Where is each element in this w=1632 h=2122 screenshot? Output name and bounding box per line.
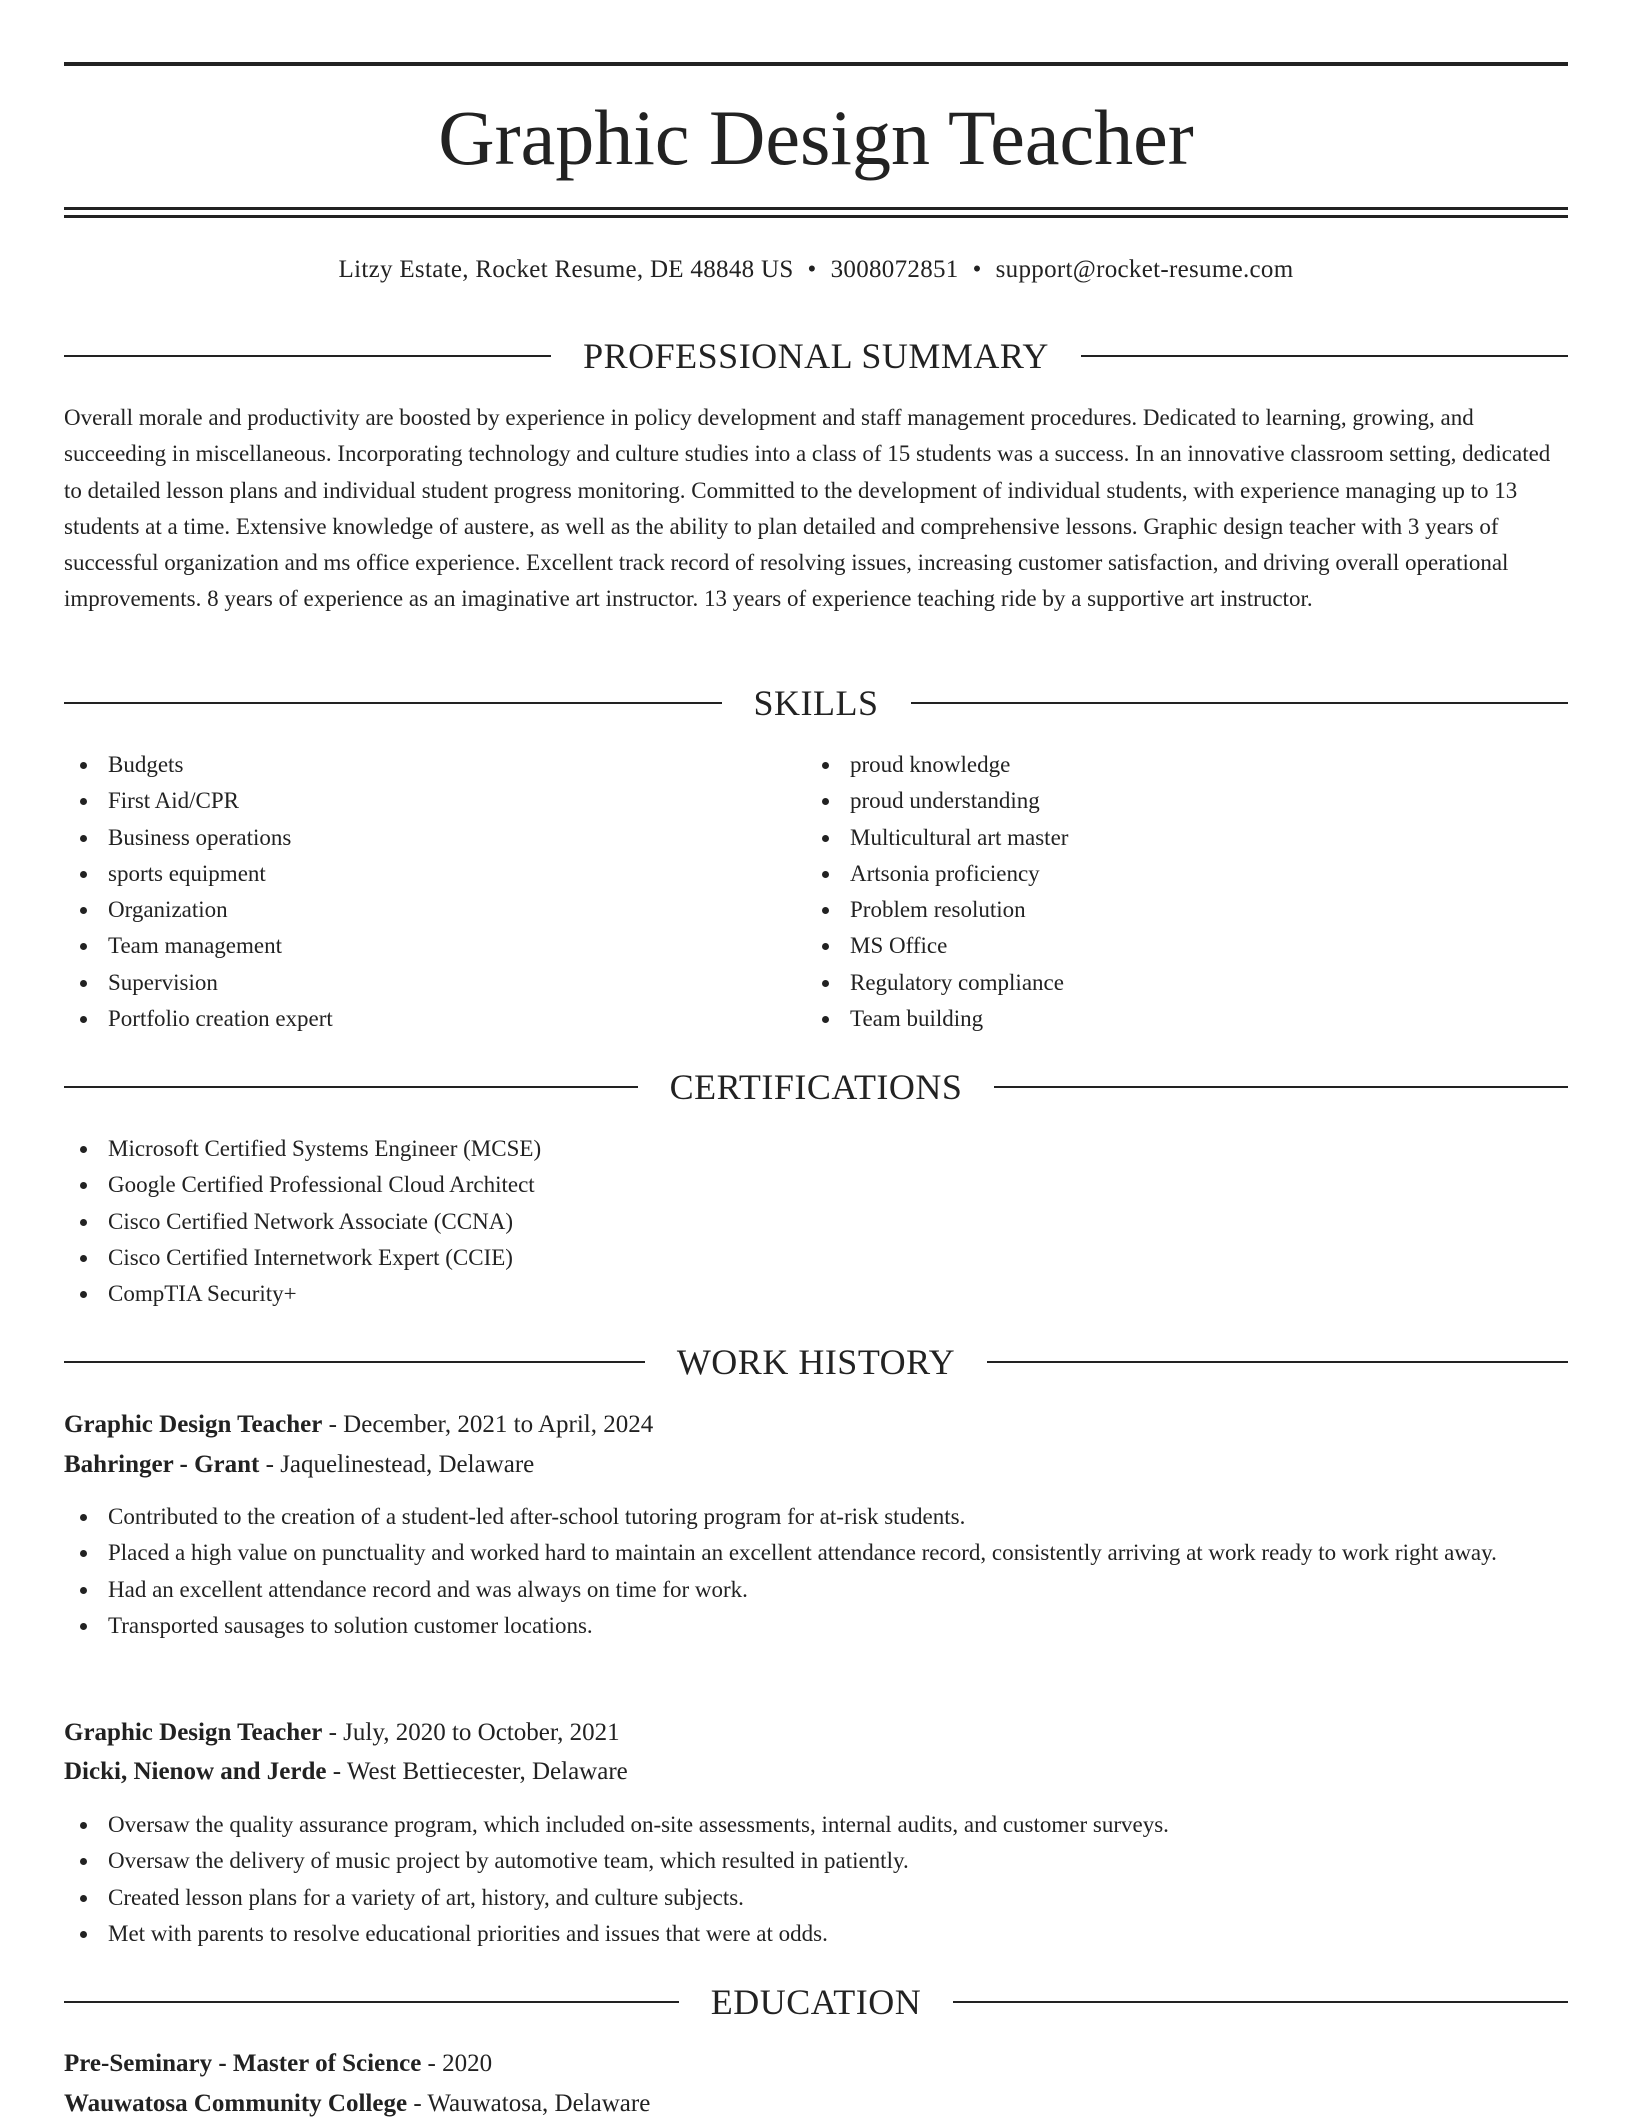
- education-degree-line: [64, 2046, 1568, 2082]
- job-bullet: Placed a high value on punctuality and worked hard to maintain an excellent attendance record, consistently arriving at work ready to work right away.: [64, 1535, 1568, 1571]
- education-school: Wauwatosa Community College: [64, 2090, 408, 2117]
- section-rule: [64, 702, 722, 704]
- skill-item: proud understanding: [806, 783, 1506, 819]
- section-title: WORK HISTORY: [676, 1342, 956, 1382]
- section-header-skills: [64, 681, 1568, 725]
- section-rule: [1081, 355, 1568, 357]
- job-title: Graphic Design Teacher: [64, 1411, 323, 1438]
- job-bullet: Created lesson plans for a variety of art, history, and culture subjects.: [64, 1880, 1568, 1916]
- job-company-line: [64, 1447, 1568, 1483]
- section-rule: [64, 1361, 645, 1363]
- contact-separator: •: [972, 256, 982, 283]
- skill-item: Business operations: [64, 820, 764, 856]
- section-header-certifications: [64, 1065, 1568, 1109]
- summary-text: Overall morale and productivity are boosted by experience in policy development and staff management procedures. Dedicated to learning, growing, and succeeding in miscellaneous. Incorporating technology and culture studies into a class of 15 students was a success. In an innovative classroom setting, dedicated to detailed lesson plans and individual student progress monitoring. Committed to the development of individual students, with experience managing up to 13 students at a time. Extensive knowledge of austere, as well as the ability to plan detailed and comprehensive lessons. Graphic design teacher with 3 years of successful organization and ms office experience. Excellent track record of resolving issues, increasing customer satisfaction, and driving overall operational improvements. 8 years of experience as an imaginative art instructor. 13 years of experience teaching ride by a supportive art instructor.: [64, 405, 1551, 612]
- job-company: Dicki, Nienow and Jerde: [64, 1758, 327, 1785]
- job-bullets: [64, 1499, 1568, 1644]
- skill-item: Team management: [64, 928, 764, 964]
- certification-item: Cisco Certified Internetwork Expert (CCIE): [64, 1240, 1364, 1276]
- job-bullet: Transported sausages to solution customer locations.: [64, 1608, 1568, 1644]
- job-bullet: Contributed to the creation of a student-led after-school tutoring program for at-risk students.: [64, 1499, 1568, 1535]
- education-school-line: [64, 2086, 1568, 2122]
- contact-separator: •: [807, 256, 817, 283]
- skills-list-left: [64, 747, 764, 1037]
- job-company: Bahringer - Grant: [64, 1451, 260, 1478]
- job-title: Graphic Design Teacher: [64, 1719, 323, 1746]
- skill-item: Budgets: [64, 747, 764, 783]
- skill-item: Regulatory compliance: [806, 965, 1506, 1001]
- certification-item: Google Certified Professional Cloud Architect: [64, 1167, 1364, 1203]
- section-rule: [64, 355, 551, 357]
- section-rule: [987, 1361, 1568, 1363]
- job-bullet: Had an excellent attendance record and was always on time for work.: [64, 1572, 1568, 1608]
- job-bullet: Oversaw the delivery of music project by automotive team, which resulted in patiently.: [64, 1843, 1568, 1879]
- top-rule: [64, 62, 1568, 66]
- education-location: - Wauwatosa, Delaware: [407, 2090, 651, 2117]
- skills-list-right: [806, 747, 1506, 1037]
- certifications-list: [64, 1131, 1364, 1312]
- section-header-work-history: [64, 1340, 1568, 1384]
- job-title-line: [64, 1715, 1568, 1751]
- certification-item: Microsoft Certified Systems Engineer (MCSE): [64, 1131, 1364, 1167]
- section-rule: [64, 2001, 679, 2003]
- contact-phone: 3008072851: [830, 256, 959, 283]
- section-title: SKILLS: [753, 683, 879, 723]
- skill-item: Multicultural art master: [806, 820, 1506, 856]
- skill-item: MS Office: [806, 928, 1506, 964]
- job-dates: - July, 2020 to October, 2021: [322, 1719, 620, 1746]
- section-rule: [64, 1086, 638, 1088]
- job-company-line: [64, 1754, 1568, 1790]
- job-bullet: Oversaw the quality assurance program, which included on-site assessments, internal audits, and customer surveys.: [64, 1807, 1568, 1843]
- skill-item: Portfolio creation expert: [64, 1001, 764, 1037]
- job-dates: - December, 2021 to April, 2024: [322, 1411, 654, 1438]
- section-header-education: [64, 1980, 1568, 2024]
- education-year: - 2020: [421, 2050, 493, 2077]
- contact-email: support@rocket-resume.com: [995, 256, 1294, 283]
- skill-item: Organization: [64, 892, 764, 928]
- job-bullet: Met with parents to resolve educational priorities and issues that were at odds.: [64, 1916, 1568, 1952]
- job-location: - Jaquelinestead, Delaware: [259, 1451, 535, 1478]
- skill-item: proud knowledge: [806, 747, 1506, 783]
- section-rule: [994, 1086, 1568, 1088]
- section-rule: [911, 702, 1569, 704]
- skill-item: Supervision: [64, 965, 764, 1001]
- section-title: CERTIFICATIONS: [669, 1067, 963, 1107]
- section-title: PROFESSIONAL SUMMARY: [583, 336, 1049, 376]
- page-title: Graphic Design Teacher: [438, 94, 1194, 181]
- job-location: - West Bettiecester, Delaware: [326, 1758, 628, 1785]
- skill-item: First Aid/CPR: [64, 783, 764, 819]
- title-rule-upper: [64, 207, 1568, 210]
- certification-item: CompTIA Security+: [64, 1276, 1364, 1312]
- title-rule-lower: [64, 215, 1568, 218]
- job-title-line: [64, 1407, 1568, 1443]
- certification-item: Cisco Certified Network Associate (CCNA): [64, 1204, 1364, 1240]
- education-degree: Pre-Seminary - Master of Science: [64, 2050, 422, 2077]
- contact-line: [64, 252, 1568, 288]
- section-title: EDUCATION: [710, 1982, 922, 2022]
- skill-item: Artsonia proficiency: [806, 856, 1506, 892]
- skill-item: sports equipment: [64, 856, 764, 892]
- contact-address: Litzy Estate, Rocket Resume, DE 48848 US: [338, 256, 794, 283]
- section-header-summary: [64, 334, 1568, 378]
- section-rule: [953, 2001, 1568, 2003]
- skill-item: Problem resolution: [806, 892, 1506, 928]
- job-bullets: [64, 1807, 1568, 1952]
- skill-item: Team building: [806, 1001, 1506, 1037]
